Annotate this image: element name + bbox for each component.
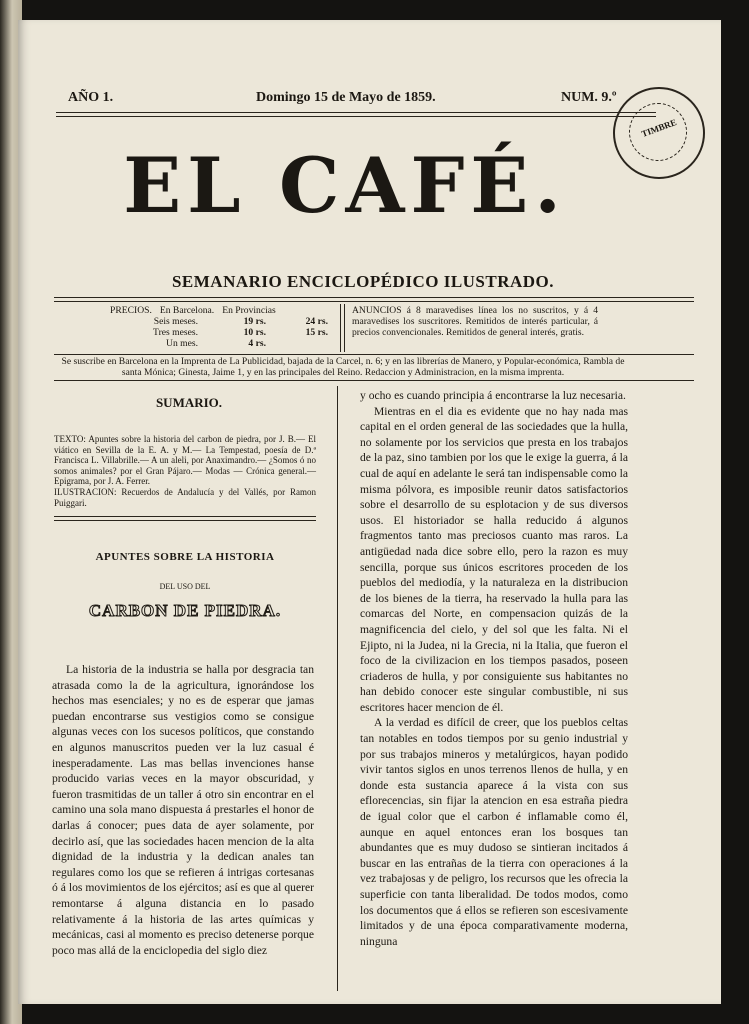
stamp-text: TIMBRE [640,117,678,139]
issue-date: Domingo 15 de Mayo de 1859. [256,90,436,105]
article-heading-3: CARBON DE PIEDRA. [88,601,282,620]
summary-heading: SUMARIO. [155,395,223,410]
issue-number: NUM. 9.º [561,90,617,105]
prices-box: PRECIOS. En Barcelona. En Provincias Seis meses. 19 rs. 24 rs. Tres meses. 10 rs. 15 rs. Un mes. 4 rs. [110,305,328,349]
masthead-subtitle: SEMANARIO ENCICLOPÉDICO ILUSTRADO. [171,272,555,291]
issue-year: AÑO 1. [68,90,114,105]
article-right-column: y ocho es cuando principia á encontrarse la luz necesaria. Mientras en el dia es evidente que no hay nada mas capital en el orden general de las sociedades que la hulla, no solamente por los servicios que presta en los trabajos de la paz, sino tambien por los que le exige la guerra, á la cual de aquí en adelante le será tan indispensable como la misma pólvora, es imposible reunir datos satisfactorios sobre el desarrollo de su esplotacion y de sus diversos usos. El historiador se halla reducido á algunos fragmentos tanto mas preciosos cuanto mas raros. La antigüedad nada dice sobre ello, pero la razon es muy sencilla, porque sus únicos escritores proceden de los pueblos del mediodía, y la naturaleza en la distribucion de los bienes de la tierra, ha reservado la hulla para las comarcas del Norte, en compensacion quizás de la magnificencia del cielo, y del sol que les falta. Ni el Ejipto, ni la Judea, ni la Grecia, ni la Italia, que fueron el foco de la civilizacion en los tiempos pasados, poseen criaderos de hulla, y por consiguiente sus habitantes no han debido conocer este singular combustible, ni sus escritores hacer mencion de él. A la verdad es difícil de creer, que los pueblos celtas tan notables en todos tiempos por su genio industrial y por sus trabajos mineros y metalúrgicos, hayan podido vivir tantos siglos en unos terrenos llenos de hulla, y en donde esta sustancia aparece á la vista con sus eflorecencias, sin fijar la atencion en esa estraña piedra de igual color que el carbon é inflamable como él, aunque en aquel entonces eran los bosques tan abundantes que es muy dudoso se sintieran incitados á buscar en las entrañas de la tierra con operaciones á la vez trabajosas y de peligro, los recursos que les ofrecia la superficie con tanta liberalidad. De todos modos, como los documentos que á ellos se refieren son escesivamente limitados y de una época comparativamente moderna, ninguna [360,389,628,948]
article-left-column: La historia de la industria se halla por desgracia tan atrasada como la de la agricultura, ignorándose los hechos mas esenciales; y no es de esperar que jamas puedan encontrarse sus vestigios como se consigue algunas veces con los sucesos políticos, que constando en algunos manuscritos pueden ver la luz casual é inesperadamente. Las mas bellas invenciones hanse producido varias veces en la mayor obscuridad, y fueron trasmitidas de un taller á otro sin encontrar en el camino una sola mano dispuesta á prestarles el honor de darlas á conocer; pues data de ayer solamente, por decirlo así, que las sociedades hacen mencion de la alta dignidad de la industria y la dedican anales tan regulares como los que se refieren á intrigas cortesanas ó á los movimientos de los ejércitos; así es que al querer remontarse á alguna distancia en lo pasado relativamente á la historia de las artes químicas y mecánicas, casi al momento es preciso detenerse porque poco mas allá de la enciclopedia del siglo diez [52,663,314,957]
summary-illustrations: ILUSTRACION: Recuerdos de Andalucía y del Vallés, por Ramon Puiggari. [54,486,316,508]
ads-notice: ANUNCIOS á 8 maravedises línea los no suscritos, y á 4 maravedises los suscritores. Remitidos de interés particular, á precios convencionales. Remitidos de general interés, gratis. [352,305,598,338]
newspaper-page [18,20,721,1004]
article-heading-1: APUNTES SOBRE LA HISTORIA [95,551,275,563]
prices-heading: PRECIOS. [110,305,152,316]
tax-stamp [613,87,705,179]
article-heading-2: DEL USO DEL [159,582,211,591]
masthead-title: EL CAFÉ. [123,141,567,230]
summary-text: TEXTO: Apuntes sobre la historia del carbon de piedra, por J. B.— El viático en Sevilla de la E. A. y M.— La Tempestad, poesía de D.ª Francisca L. Villabrille.— A un aleli, por Anaximandro.— ¿Somos ó no somos animales? por el Gran Pájaro.— Modas — Crónica general.— Epigrama, por J. A. Ferrer. ILUSTRACION: Recuerdos de Andalucía y del Vallés, por Ramon Puiggari. [54,434,316,508]
subscription-notice: Se suscribe en Barcelona en la Imprenta de La Publicidad, bajada de la Carcel, n. 6; y en las librerías de Manero, y Popular-económica, Rambla de santa Mónica; Ginesta, Jaime 1, y en las principales del Reino. Redaccion y Administracion, en la misma imprenta. [61,356,625,378]
